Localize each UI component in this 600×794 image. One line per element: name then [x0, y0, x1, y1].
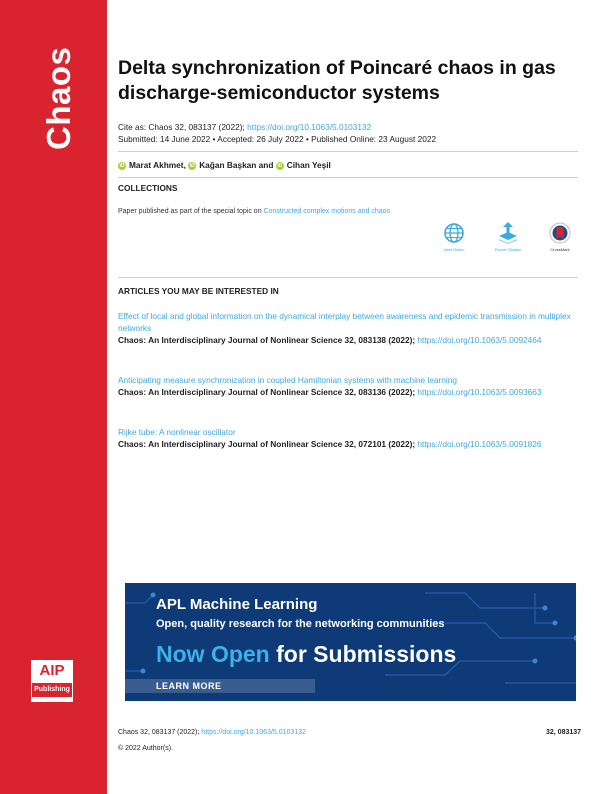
related-article-citation	[118, 334, 578, 346]
special-topic-link[interactable]: Constructed complex motions and chaos	[263, 208, 391, 215]
crossmark-icon	[549, 222, 571, 244]
citation-text: Chaos: An Interdisciplinary Journal of Nonlinear Science 32, 072101 (2022);	[118, 439, 416, 449]
citation-block	[118, 121, 436, 145]
copyright: © 2022 Author(s).	[118, 745, 173, 752]
cite-label: Cite as: Chaos 32, 083137 (2022);	[118, 122, 245, 132]
related-article-doi[interactable]: https://doi.org/10.1063/5.0093663	[417, 387, 542, 397]
related-article-title[interactable]: Anticipating measure synchronization in coupled Hamiltonian systems with machine learning	[118, 375, 457, 385]
divider	[118, 151, 578, 152]
footer-doi-link[interactable]: https://doi.org/10.1063/5.0103132	[201, 729, 306, 736]
publication-dates: Submitted: 14 June 2022 • Accepted: 26 July 2022 • Published Online: 23 August 2022	[118, 134, 437, 144]
learn-more-button[interactable]: LEARN MORE	[156, 681, 222, 691]
related-article-citation	[118, 386, 578, 398]
crossmark-button[interactable]	[546, 222, 574, 252]
orcid-icon[interactable]: iD	[277, 162, 283, 169]
view-online-label: View Online	[443, 247, 465, 252]
related-article	[118, 374, 578, 398]
aip-logo-text: AIP	[39, 662, 65, 679]
divider	[118, 177, 578, 178]
footer-citation-text: Chaos 32, 083137 (2022);	[118, 729, 200, 736]
view-online-button[interactable]	[440, 222, 468, 252]
related-article-doi[interactable]: https://doi.org/10.1063/5.0092464	[417, 335, 542, 345]
banner-headline-rest: for Submissions	[269, 641, 457, 667]
related-article-title[interactable]: Rijke tube: A nonlinear oscillator	[118, 427, 236, 437]
banner-subtitle: Open, quality research for the networking communities	[156, 618, 445, 630]
aip-publishing-logo[interactable]	[31, 660, 73, 702]
special-topic-note	[118, 208, 390, 215]
author-name[interactable]: Kağan Başkan	[199, 160, 257, 170]
related-article-doi[interactable]: https://doi.org/10.1063/5.0091826	[417, 439, 542, 449]
footer-page-id: 32, 083137	[546, 729, 582, 736]
journal-name: Chaos	[40, 46, 77, 150]
export-citation-label: Export Citation	[494, 247, 522, 252]
related-article-title[interactable]: Effect of local and global information on the dynamical interplay between awareness and epidemic transmission in multiplex networks	[118, 311, 571, 333]
journal-sidebar	[0, 0, 107, 794]
export-citation-icon	[496, 222, 520, 244]
article-actions	[440, 222, 580, 262]
related-article-citation	[118, 438, 578, 450]
footer-citation	[118, 729, 306, 736]
globe-icon	[443, 222, 465, 244]
collections-heading: COLLECTIONS	[118, 183, 178, 193]
banner-title: APL Machine Learning	[156, 596, 318, 613]
doi-link[interactable]: https://doi.org/10.1063/5.0103132	[247, 122, 372, 132]
divider	[118, 277, 578, 278]
special-topic-text: Paper published as part of the special topic on	[118, 208, 262, 215]
orcid-icon[interactable]: iD	[119, 162, 125, 169]
author-name[interactable]: Cihan Yeşil	[286, 160, 331, 170]
related-articles-heading: ARTICLES YOU MAY BE INTERESTED IN	[118, 286, 279, 296]
citation-text: Chaos: An Interdisciplinary Journal of Nonlinear Science 32, 083138 (2022);	[118, 335, 416, 345]
crossmark-label: CrossMark	[550, 247, 570, 252]
orcid-icon[interactable]: iD	[189, 162, 195, 169]
banner-headline-highlight: Now Open	[156, 641, 270, 667]
advertisement-banner[interactable]	[125, 583, 576, 701]
paper-title: Delta synchronization of Poincaré chaos in gas discharge-semiconductor systems	[118, 57, 556, 104]
banner-headline	[156, 641, 456, 668]
aip-logo-subtext: Publishing	[32, 683, 72, 697]
author-list: iD Marat Akhmet, iD Kağan Başkan and iD Cihan Yeşil	[119, 160, 331, 170]
export-citation-button[interactable]	[494, 222, 522, 252]
related-article	[118, 426, 578, 450]
author-name[interactable]: Marat Akhmet	[129, 160, 184, 170]
citation-text: Chaos: An Interdisciplinary Journal of Nonlinear Science 32, 083136 (2022);	[118, 387, 416, 397]
related-article	[118, 310, 578, 346]
